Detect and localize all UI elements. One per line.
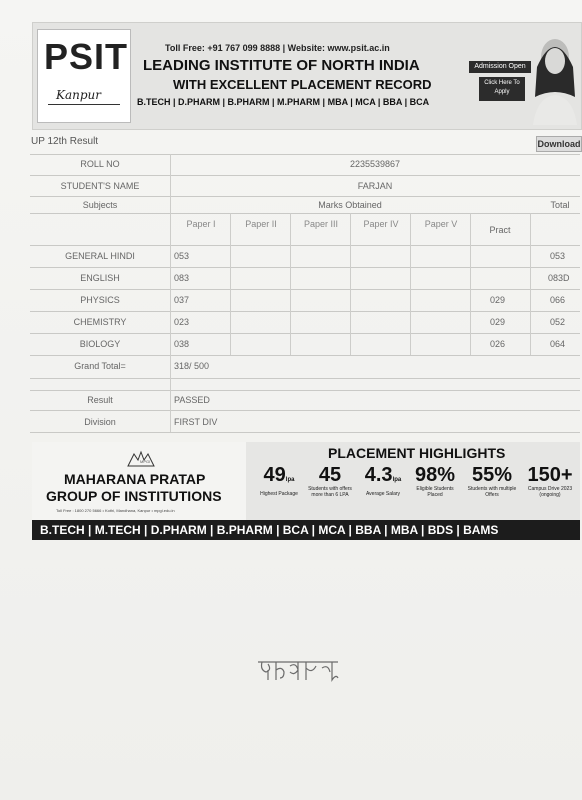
subject-name: ENGLISH bbox=[80, 273, 120, 283]
stat-value: 150+ bbox=[527, 464, 573, 486]
mpgi-name-line1: MAHARANA PRATAP bbox=[64, 471, 206, 487]
subject-name: GENERAL HINDI bbox=[65, 251, 135, 261]
placement-highlights-title: PLACEMENT HIGHLIGHTS bbox=[328, 445, 506, 461]
paper-4-header: Paper IV bbox=[363, 219, 399, 229]
psit-banner[interactable] bbox=[32, 22, 582, 130]
subject-name: CHEMISTRY bbox=[73, 317, 127, 327]
paper-5-header: Paper V bbox=[424, 219, 458, 229]
table-border bbox=[290, 213, 291, 355]
stat-value: 55% bbox=[471, 464, 513, 486]
total-mark: 083D bbox=[548, 273, 570, 283]
download-button[interactable]: Download bbox=[536, 136, 582, 152]
table-border bbox=[30, 432, 580, 433]
table-border bbox=[230, 213, 231, 355]
pract-header: Pract bbox=[489, 225, 511, 235]
student-name-label: STUDENT'S NAME bbox=[60, 181, 140, 191]
admission-open-badge: Admission Open bbox=[469, 61, 531, 73]
table-border bbox=[30, 213, 580, 214]
grand-total-label: Grand Total= bbox=[74, 361, 126, 371]
paper-3-header: Paper III bbox=[303, 219, 339, 229]
division-label: Division bbox=[84, 417, 116, 427]
stat-desc: Average Salary bbox=[365, 491, 401, 497]
table-border bbox=[30, 390, 580, 391]
table-border bbox=[30, 175, 580, 176]
stat-desc: Eligible Students Placed bbox=[416, 486, 454, 498]
stat-highest-package bbox=[254, 464, 304, 497]
handwritten-signature bbox=[254, 656, 344, 686]
subjects-header: Subjects bbox=[82, 200, 118, 210]
stat-desc: Campus Drive 2023 (ongoing) bbox=[527, 486, 573, 498]
psit-logo-city: Kanpur bbox=[56, 88, 101, 102]
mpgi-logo-text: MPGI bbox=[140, 459, 151, 464]
mpgi-brand-panel bbox=[32, 442, 246, 520]
paper-1-mark: 038 bbox=[174, 339, 190, 349]
roll-no-value: 2235539867 bbox=[349, 159, 401, 169]
paper-2-header: Paper II bbox=[245, 219, 277, 229]
table-border bbox=[30, 289, 580, 290]
stat-campus-drive bbox=[522, 464, 578, 498]
student-name-value: FARJAN bbox=[357, 181, 393, 191]
paper-1-mark: 023 bbox=[174, 317, 190, 327]
total-header: Total bbox=[550, 200, 570, 210]
mpgi-address: Toll Free : 1800 270 5666 • Kothi, Mandhana, Kanpur • mpgi.edu.in bbox=[56, 508, 175, 513]
table-border bbox=[170, 154, 171, 432]
stat-unit: lpa bbox=[285, 477, 295, 483]
result-value: PASSED bbox=[174, 395, 210, 405]
table-border bbox=[30, 311, 580, 312]
subject-name: BIOLOGY bbox=[79, 339, 121, 349]
stat-value: 4.3 bbox=[364, 464, 393, 486]
stat-value: 49 bbox=[263, 464, 286, 486]
stat-desc: Students with offers more than 6 LPA bbox=[308, 486, 352, 498]
banner-headline: LEADING INSTITUTE OF NORTH INDIA bbox=[143, 57, 420, 74]
apply-button[interactable]: Click Here To Apply bbox=[479, 77, 525, 101]
table-border bbox=[30, 378, 580, 379]
table-border bbox=[30, 410, 580, 411]
stat-offers-6lpa bbox=[304, 464, 356, 498]
total-mark: 064 bbox=[550, 339, 566, 349]
stat-desc: Highest Package bbox=[260, 491, 298, 497]
division-value: FIRST DIV bbox=[174, 417, 218, 427]
marks-obtained-header: Marks Obtained bbox=[318, 200, 382, 210]
paper-1-mark: 083 bbox=[174, 273, 190, 283]
table-border bbox=[350, 213, 351, 355]
stat-multiple-offers bbox=[464, 464, 520, 498]
stat-desc: Students with multiple Offers bbox=[467, 486, 517, 498]
total-mark: 066 bbox=[550, 295, 566, 305]
psit-logo-text: PSIT bbox=[44, 36, 129, 77]
pract-mark: 029 bbox=[490, 317, 506, 327]
stat-value: 45 bbox=[318, 464, 342, 486]
banner-courses: B.TECH | D.PHARM | B.PHARM | M.PHARM | MBA | MCA | BBA | BCA bbox=[137, 97, 430, 107]
banner-subheadline: WITH EXCELLENT PLACEMENT RECORD bbox=[173, 77, 432, 92]
subject-name: PHYSICS bbox=[80, 295, 120, 305]
stat-average-salary bbox=[358, 464, 408, 497]
stat-unit: lpa bbox=[392, 477, 402, 483]
pract-mark: 026 bbox=[490, 339, 506, 349]
table-border bbox=[30, 333, 580, 334]
roll-no-label: ROLL NO bbox=[80, 159, 120, 169]
mpgi-banner[interactable] bbox=[32, 442, 580, 540]
stat-value: 98% bbox=[414, 464, 456, 486]
student-photo-icon bbox=[531, 27, 579, 125]
total-mark: 053 bbox=[550, 251, 566, 261]
paper-1-mark: 037 bbox=[174, 295, 190, 305]
mpgi-name-line2: GROUP OF INSTITUTIONS bbox=[46, 488, 222, 504]
table-border bbox=[30, 245, 580, 246]
psit-logo bbox=[37, 29, 131, 123]
paper-1-header: Paper I bbox=[186, 219, 216, 229]
table-border bbox=[30, 355, 580, 356]
table-border bbox=[30, 267, 580, 268]
table-border bbox=[530, 213, 531, 355]
table-border bbox=[410, 213, 411, 355]
table-border bbox=[30, 196, 580, 197]
stat-students-placed bbox=[410, 464, 460, 498]
toll-free-line: Toll Free: +91 767 099 8888 | Website: www.psit.ac.in bbox=[165, 43, 390, 53]
total-mark: 052 bbox=[550, 317, 566, 327]
result-label: Result bbox=[87, 395, 113, 405]
result-title: UP 12th Result bbox=[31, 136, 99, 147]
mpgi-courses-bar: B.TECH | M.TECH | D.PHARM | B.PHARM | BCA | MCA | BBA | MBA | BDS | BAMS bbox=[32, 520, 580, 540]
pract-mark: 029 bbox=[490, 295, 506, 305]
logo-underline bbox=[48, 104, 120, 105]
grand-total-value: 318/ 500 bbox=[174, 361, 210, 371]
paper-1-mark: 053 bbox=[174, 251, 190, 261]
table-border bbox=[30, 154, 580, 155]
